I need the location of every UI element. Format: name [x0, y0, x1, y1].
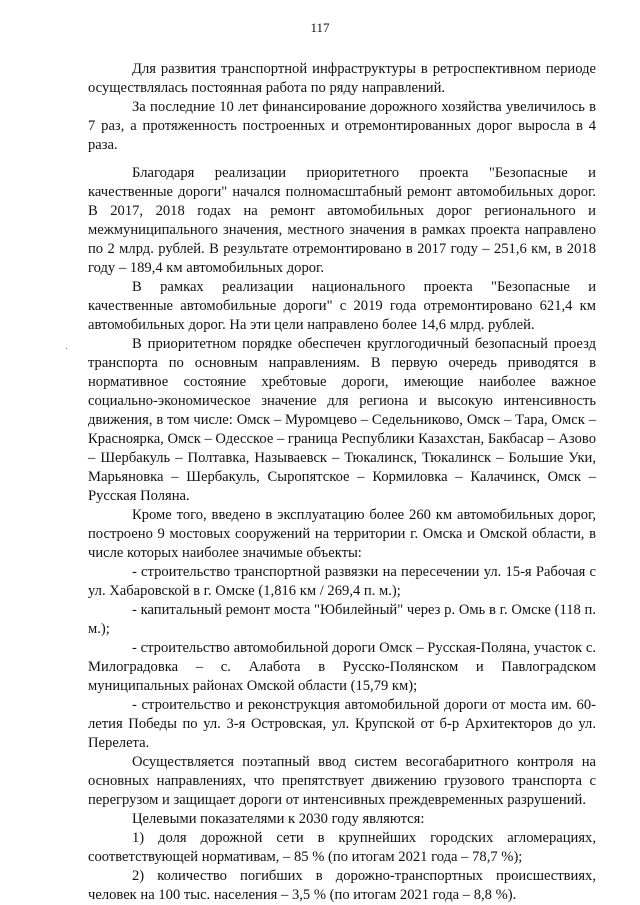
document-body — [88, 60, 596, 905]
paragraph-national-project: В рамках реализации национального проекта "Безопасные и качественные автомобильные дороги" с 2019 года отремонтировано 621,4 км автомобильных дорог. На эти цели направлено более 14,6 млрд. рублей. — [88, 279, 596, 333]
list-item-target-2: 2) количество погибших в дорожно-транспортных происшествиях, человек на 100 тыс. населения – 3,5 % (по итогам 2021 года – 8,8 %). — [88, 868, 596, 903]
margin-mark — [66, 348, 67, 349]
paragraph-weight-control: Осуществляется поэтапный ввод систем весогабаритного контроля на основных направлениях, что препятствует движению грузового транспорта с перегрузом и защищает дороги от интенсивных преждевременных разрушений. — [88, 754, 596, 808]
paragraph-new-roads: Кроме того, введено в эксплуатацию более 260 км автомобильных дорог, построено 9 мостовых сооружений на территории г. Омска и Омской области, в числе которых наиболее значимые объекты: — [88, 507, 596, 561]
list-item-road-reconstruction: - строительство и реконструкция автомобильной дороги от моста им. 60-летия Победы по ул. 3-я Островская, ул. Крупской от б-р Архитекторов до ул. Перелета. — [88, 697, 596, 751]
page-number: 117 — [310, 20, 330, 35]
paragraph-main-routes: В приоритетном порядке обеспечен круглогодичный безопасный проезд транспорта по основным направлениям. В первую очередь приводятся в нормативное состояние хребтовые дороги, имеющие наиболее важное социально-экономическое значение для региона и высокую интенсивность движения, в том числе: Омск – Муромцево – Седельниково, Омск – Тара, Омск – Красноярка, Омск – Одесское – граница Республики Казахстан, Бакбасар – Азово – Шербакуль – Полтавка, Называевск – Тюкалинск, Тюкалинск – Большие Уки, Марьяновка – Шербакуль, Сыропятское – Кормиловка – Калачинск, Омск – Русская Поляна. — [88, 336, 596, 504]
list-item-bridge: - капитальный ремонт моста "Юбилейный" через р. Омь в г. Омске (118 п. м.); — [88, 602, 596, 637]
paragraph-priority-project: Благодаря реализации приоритетного проекта "Безопасные и качественные дороги" начался полномасштабный ремонт автомобильных дорог. В 2017, 2018 годах на ремонт автомобильных дорог регионального и межмуниципального значения, местного значения в рамках проекта направлено по 2 млрд. рублей. В результате отремонтировано в 2017 году – 251,6 км, в 2018 году – 189,4 км автомобильных дорог. — [88, 165, 596, 276]
list-item-target-1: 1) доля дорожной сети в крупнейших городских агломерациях, соответствующей нормативам, – 85 % (по итогам 2021 года – 78,7 %); — [88, 830, 596, 865]
list-item-road-construction: - строительство автомобильной дороги Омск – Русская-Поляна, участок с. Милоградовка – с. Алабота в Русско-Полянском и Павлоградском муниципальных районах Омской области (15,79 км); — [88, 640, 596, 694]
list-item-interchange: - строительство транспортной развязки на пересечении ул. 15-я Рабочая с ул. Хабаровской в г. Омске (1,816 км / 269,4 п. м.); — [88, 564, 596, 599]
paragraph-intro: Для развития транспортной инфраструктуры в ретроспективном периоде осуществлялась постоянная работа по ряду направлений. — [88, 61, 596, 96]
paragraph-targets-heading: Целевыми показателями к 2030 году являются: — [132, 811, 425, 827]
paragraph-funding: За последние 10 лет финансирование дорожного хозяйства увеличилось в 7 раз, а протяженность построенных и отремонтированных дорог выросла в 4 раза. — [88, 99, 596, 153]
